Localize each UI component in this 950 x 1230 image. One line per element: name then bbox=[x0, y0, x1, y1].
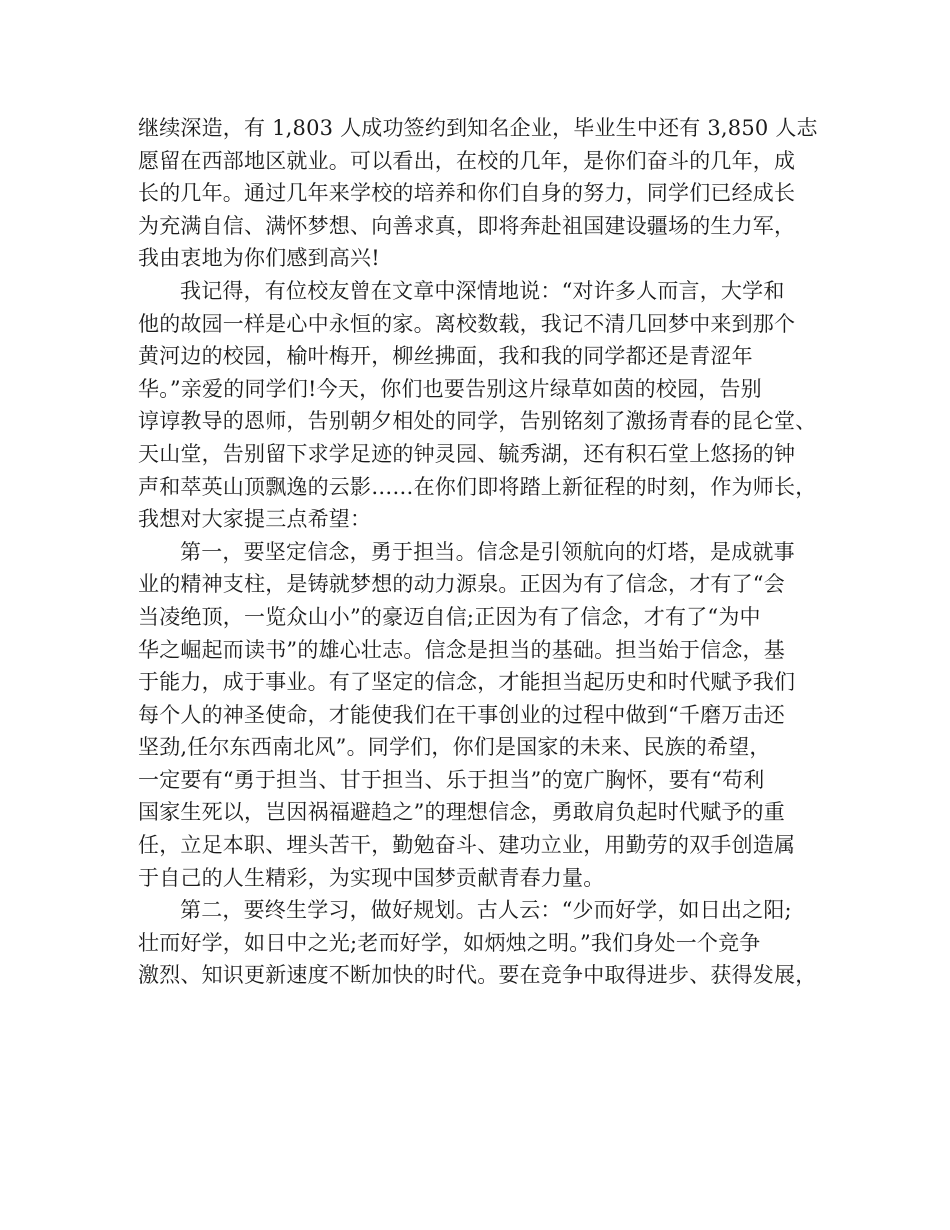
text-line: 于自己的人生精彩，为实现中国梦贡献青春力量。 bbox=[138, 865, 605, 890]
text-line: 业的精神支柱，是铸就梦想的动力源泉。正因为有了信念，才有了“会 bbox=[138, 572, 785, 597]
text-line: 为充满自信、满怀梦想、向善求真，即将奔赴祖国建设疆场的生力军， bbox=[138, 213, 796, 238]
text-line: 我记得，有位校友曾在文章中深情地说：“对许多人而言，大学和 bbox=[180, 278, 785, 303]
text-line: 我由衷地为你们感到高兴! bbox=[138, 246, 380, 271]
text-line: 壮而好学，如日中之光;老而好学，如炳烛之明。”我们身处一个竞争 bbox=[138, 930, 761, 955]
text-line: 坚劲,任尔东西南北风”。同学们，你们是国家的未来、民族的希望， bbox=[138, 735, 771, 760]
text-line: 华。”亲爱的同学们!今天，你们也要告别这片绿草如茵的校园，告别 bbox=[138, 376, 762, 401]
text-line: 谆谆教导的恩师，告别朝夕相处的同学，告别铭刻了激扬青春的昆仑堂、 bbox=[138, 409, 817, 434]
text-line: 一定要有“勇于担当、甘于担当、乐于担当”的宽广胸怀，要有“苟利 bbox=[138, 767, 765, 792]
text-line: 愿留在西部地区就业。可以看出，在校的几年，是你们奋斗的几年，成 bbox=[138, 148, 796, 173]
text-line: 第二，要终生学习，做好规划。古人云：“少而好学，如日出之阳; bbox=[180, 898, 792, 923]
text-line: 每个人的神圣使命，才能使我们在干事创业的过程中做到“千磨万击还 bbox=[138, 702, 785, 727]
text-line: 任，立足本职、埋头苦干，勤勉奋斗、建功立业，用勤劳的双手创造属 bbox=[138, 833, 796, 858]
text-line: 他的故园一样是心中永恒的家。离校数载，我记不清几回梦中来到那个 bbox=[138, 311, 796, 336]
text-line: 华之崛起而读书”的雄心壮志。信念是担当的基础。担当始于信念，基 bbox=[138, 637, 785, 662]
text-line: 黄河边的校园，榆叶梅开，柳丝拂面，我和我的同学都还是青涩年 bbox=[138, 344, 753, 369]
text-line: 国家生死以，岂因祸福避趋之”的理想信念，勇敢肩负起时代赋予的重 bbox=[138, 800, 785, 825]
text-line: 激烈、知识更新速度不断加快的时代。要在竞争中取得进步、获得发展， bbox=[138, 963, 817, 988]
document-body bbox=[138, 112, 828, 992]
text-line: 声和萃英山顶飘逸的云影……在你们即将踏上新征程的时刻，作为师长， bbox=[138, 474, 817, 499]
text-line: 我想对大家提三点希望： bbox=[138, 507, 372, 532]
text-line: 于能力，成于事业。有了坚定的信念，才能担当起历史和时代赋予我们 bbox=[138, 670, 796, 695]
text-line: 第一，要坚定信念，勇于担当。信念是引领航向的灯塔，是成就事 bbox=[180, 539, 795, 564]
text-line: 继续深造，有 1,803 人成功签约到知名企业，毕业生中还有 3,850 人志 bbox=[138, 116, 818, 140]
text-line: 天山堂，告别留下求学足迹的钟灵园、毓秀湖，还有积石堂上悠扬的钟 bbox=[138, 441, 796, 466]
text-line: 长的几年。通过几年来学校的培养和你们自身的努力，同学们已经成长 bbox=[138, 181, 796, 206]
text-line: 当凌绝顶，一览众山小”的豪迈自信;正因为有了信念，才有了“为中 bbox=[138, 604, 761, 629]
